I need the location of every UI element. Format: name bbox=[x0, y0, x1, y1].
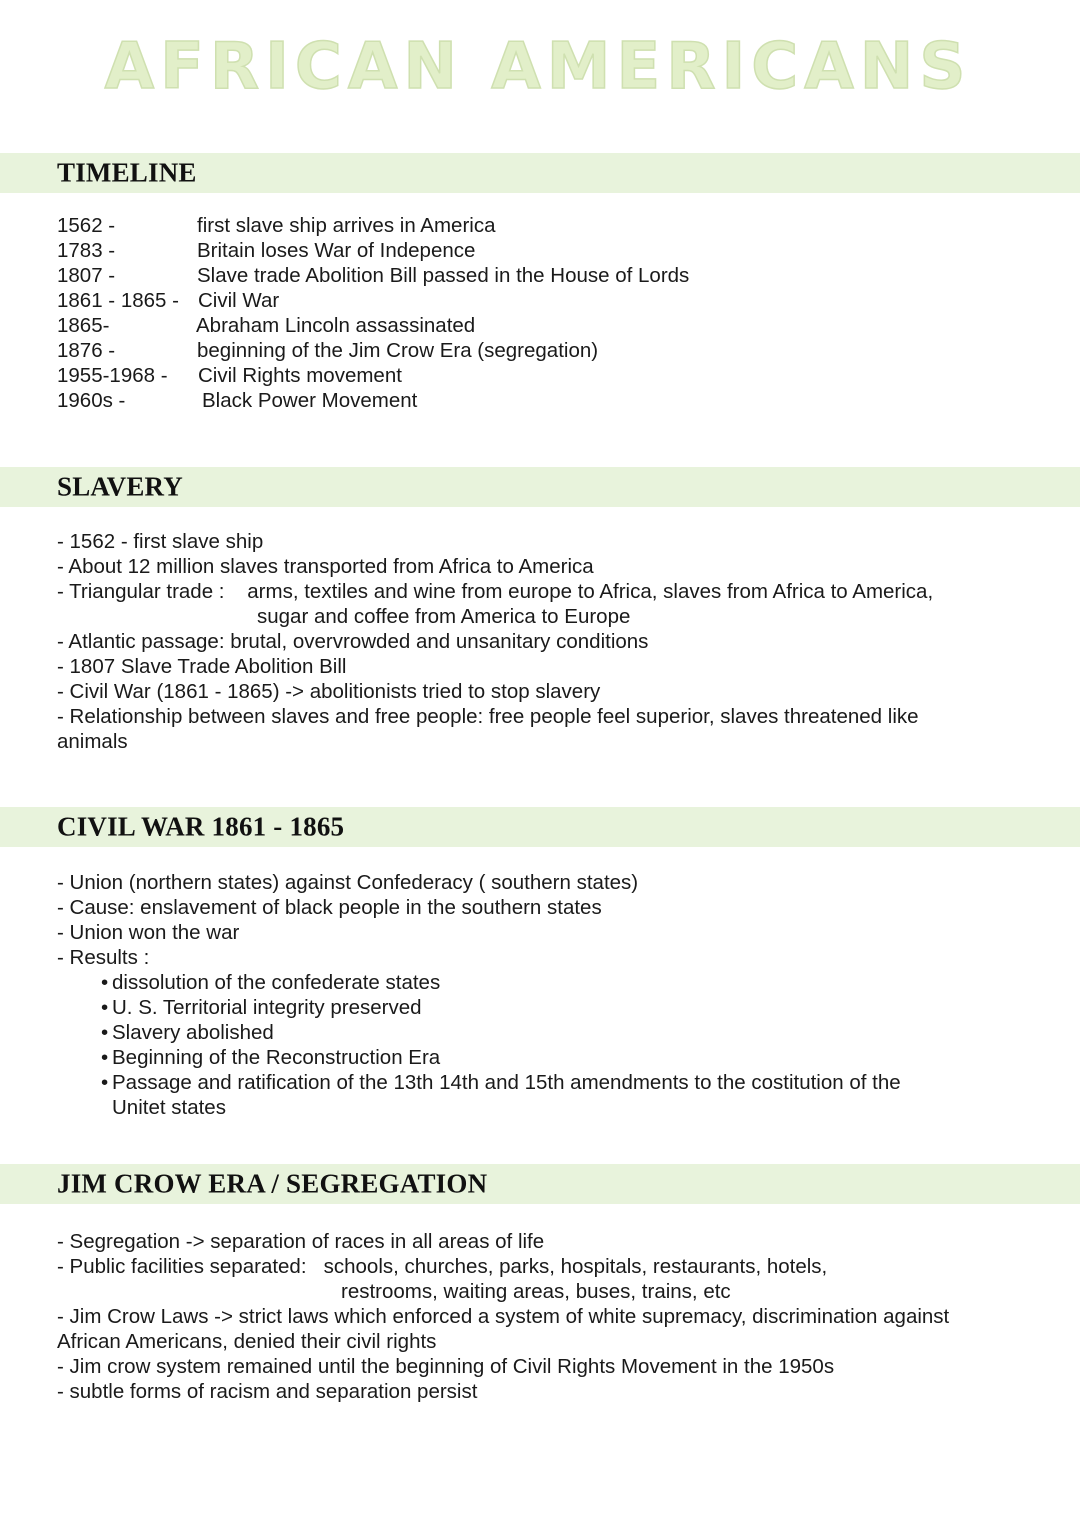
result-bullet bbox=[57, 970, 1047, 995]
timeline-row bbox=[57, 338, 1017, 363]
timeline-row bbox=[57, 213, 1017, 238]
result-bullet bbox=[57, 1070, 1047, 1095]
timeline-event: Britain loses War of Indepence bbox=[197, 239, 476, 262]
civil-war-list bbox=[57, 870, 1047, 1120]
list-item: - Civil War (1861 - 1865) -> abolitionists tried to stop slavery bbox=[57, 680, 601, 703]
list-item: - 1807 Slave Trade Abolition Bill bbox=[57, 655, 347, 678]
timeline-year: 1955-1968 - bbox=[57, 364, 168, 387]
timeline-row bbox=[57, 238, 1017, 263]
timeline-list bbox=[57, 213, 1017, 413]
timeline-year: 1876 - bbox=[57, 339, 116, 362]
list-item-continuation: sugar and coffee from America to Europe bbox=[257, 605, 631, 628]
civil-war-heading: CIVIL WAR 1861 - 1865 bbox=[57, 811, 345, 842]
result-text: dissolution of the confederate states bbox=[112, 971, 441, 994]
list-item: - Jim Crow Laws -> strict laws which enforced a system of white supremacy, discrimination against bbox=[57, 1305, 950, 1328]
result-continuation: Unitet states bbox=[112, 1096, 226, 1119]
timeline-year: 1865- bbox=[57, 314, 110, 337]
timeline-row bbox=[57, 363, 1017, 388]
list-item: - Public facilities separated: schools, churches, parks, hospitals, restaurants, hotels, bbox=[57, 1255, 828, 1278]
timeline-event: Black Power Movement bbox=[202, 389, 418, 412]
list-item-continuation: restrooms, waiting areas, buses, trains, etc bbox=[341, 1280, 731, 1303]
timeline-year: 1807 - bbox=[57, 264, 116, 287]
list-item: - Results : bbox=[57, 946, 150, 969]
timeline-event: Slave trade Abolition Bill passed in the House of Lords bbox=[197, 264, 690, 287]
list-item: - About 12 million slaves transported from Africa to America bbox=[57, 555, 594, 578]
timeline-year: 1783 - bbox=[57, 239, 116, 262]
slavery-heading: SLAVERY bbox=[57, 471, 183, 502]
timeline-year: 1861 - 1865 - bbox=[57, 289, 179, 312]
list-item: - subtle forms of racism and separation persist bbox=[57, 1380, 478, 1403]
list-item: - Union (northern states) against Confederacy ( southern states) bbox=[57, 871, 639, 894]
list-item: - Jim crow system remained until the beginning of Civil Rights Movement in the 1950s bbox=[57, 1355, 835, 1378]
list-item-continuation: African Americans, denied their civil rights bbox=[57, 1330, 437, 1353]
list-item: - Triangular trade : arms, textiles and wine from europe to Africa, slaves from Africa to America, bbox=[57, 580, 934, 603]
slavery-header-band bbox=[0, 467, 1080, 507]
list-item-continuation: animals bbox=[57, 730, 128, 753]
list-item: - Cause: enslavement of black people in the southern states bbox=[57, 896, 602, 919]
bullet-icon: • bbox=[101, 1021, 109, 1044]
timeline-event: beginning of the Jim Crow Era (segregation) bbox=[197, 339, 599, 362]
list-item: - Atlantic passage: brutal, overvrowded and unsanitary conditions bbox=[57, 630, 649, 653]
list-item: - 1562 - first slave ship bbox=[57, 530, 264, 553]
page-title: AFRICAN AMERICANS bbox=[104, 30, 972, 104]
timeline-row bbox=[57, 288, 1017, 313]
timeline-row bbox=[57, 313, 1017, 338]
timeline-year: 1562 - bbox=[57, 214, 116, 237]
result-bullet bbox=[57, 995, 1047, 1020]
bullet-icon: • bbox=[101, 1046, 109, 1069]
bullet-icon: • bbox=[101, 1071, 109, 1094]
result-text: Slavery abolished bbox=[112, 1021, 274, 1044]
list-item: - Union won the war bbox=[57, 921, 240, 944]
timeline-event: Civil War bbox=[198, 289, 280, 312]
timeline-event: Civil Rights movement bbox=[198, 364, 402, 387]
timeline-header-band bbox=[0, 153, 1080, 193]
jim-crow-list bbox=[57, 1229, 1047, 1404]
list-item: - Segregation -> separation of races in all areas of life bbox=[57, 1230, 545, 1253]
slavery-list bbox=[57, 529, 1047, 754]
result-bullet bbox=[57, 1020, 1047, 1045]
civil-war-header-band bbox=[0, 807, 1080, 847]
bullet-icon: • bbox=[101, 996, 109, 1019]
jim-crow-header-band bbox=[0, 1164, 1080, 1204]
bullet-icon: • bbox=[101, 971, 109, 994]
timeline-row bbox=[57, 388, 1017, 413]
result-bullet bbox=[57, 1045, 1047, 1070]
timeline-event: first slave ship arrives in America bbox=[197, 214, 496, 237]
result-text: Passage and ratification of the 13th 14th and 15th amendments to the costitution of the bbox=[112, 1071, 901, 1094]
timeline-year: 1960s - bbox=[57, 389, 126, 412]
jim-crow-heading: JIM CROW ERA / SEGREGATION bbox=[57, 1168, 488, 1199]
timeline-event: Abraham Lincoln assassinated bbox=[196, 314, 476, 337]
list-item: - Relationship between slaves and free people: free people feel superior, slaves threatened like bbox=[57, 705, 919, 728]
result-text: Beginning of the Reconstruction Era bbox=[112, 1046, 441, 1069]
timeline-heading: TIMELINE bbox=[57, 157, 197, 188]
timeline-row bbox=[57, 263, 1017, 288]
result-text: U. S. Territorial integrity preserved bbox=[112, 996, 422, 1019]
